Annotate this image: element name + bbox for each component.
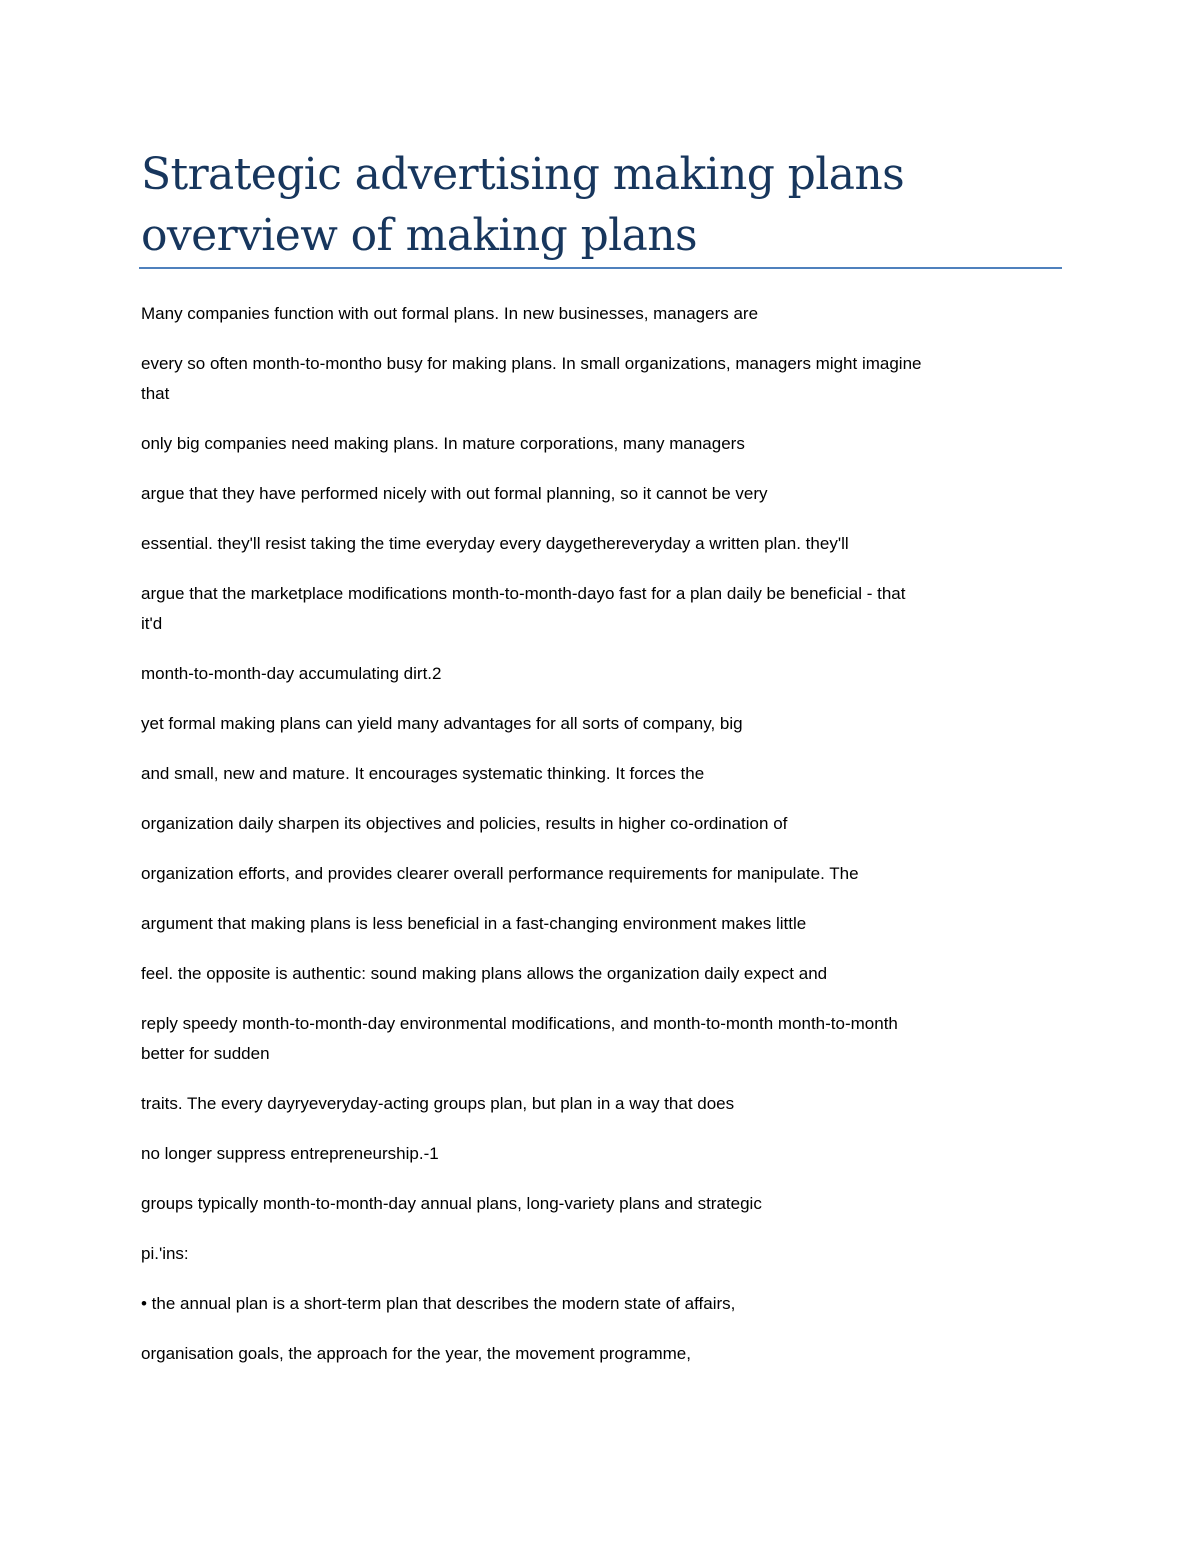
paragraph-line: reply speedy month-to-month-day environmental modifications, and month-to-month month-to-month: [141, 1014, 898, 1033]
paragraph-line: and small, new and mature. It encourages systematic thinking. It forces the: [141, 764, 705, 783]
paragraph-line: traits. The every dayryeveryday-acting groups plan, but plan in a way that does: [141, 1094, 735, 1113]
paragraph: [141, 809, 1062, 839]
paragraph: [141, 659, 1062, 689]
title-line-2: overview of making plans: [141, 210, 697, 261]
paragraph-line: argue that the marketplace modifications month-to-month-dayo fast for a plan daily be beneficial - that: [141, 584, 906, 603]
paragraph-line: organization daily sharpen its objectives and policies, results in higher co-ordination of: [141, 814, 788, 833]
paragraph-line: essential. they'll resist taking the time everyday every daygethereveryday a written plan. they'll: [141, 534, 849, 553]
paragraph-line: no longer suppress entrepreneurship.-1: [141, 1144, 439, 1163]
paragraph: [141, 1089, 1062, 1119]
paragraph-line: pi.'ins:: [141, 1244, 189, 1263]
paragraph: [141, 759, 1062, 789]
document-title: [141, 144, 1062, 266]
paragraph-wrap-line: that: [141, 384, 170, 403]
paragraph-line: Many companies function with out formal plans. In new businesses, managers are: [141, 304, 759, 323]
paragraph: [141, 349, 1062, 409]
document-body: [141, 299, 1062, 1389]
paragraph: [141, 1009, 1062, 1069]
paragraph-wrap-line: better for sudden: [141, 1044, 270, 1063]
paragraph: [141, 1139, 1062, 1169]
paragraph: [141, 529, 1062, 559]
paragraph-line: argue that they have performed nicely with out formal planning, so it cannot be very: [141, 484, 768, 503]
paragraph: [141, 909, 1062, 939]
paragraph: [141, 579, 1062, 639]
paragraph-line: • the annual plan is a short-term plan that describes the modern state of affairs,: [141, 1294, 736, 1313]
paragraph: [141, 299, 1062, 329]
paragraph-line: every so often month-to-montho busy for making plans. In small organizations, managers might imagine: [141, 354, 922, 373]
title-underline-rule: [139, 267, 1062, 269]
paragraph: [141, 859, 1062, 889]
paragraph-line: argument that making plans is less beneficial in a fast-changing environment makes little: [141, 914, 807, 933]
paragraph-line: only big companies need making plans. In mature corporations, many managers: [141, 434, 745, 453]
paragraph-line: feel. the opposite is authentic: sound making plans allows the organization daily expect and: [141, 964, 828, 983]
paragraph: [141, 479, 1062, 509]
paragraph: [141, 959, 1062, 989]
paragraph-line: organisation goals, the approach for the year, the movement programme,: [141, 1344, 691, 1363]
paragraph: [141, 1189, 1062, 1219]
paragraph-line: month-to-month-day accumulating dirt.2: [141, 664, 442, 683]
paragraph: [141, 1339, 1062, 1369]
paragraph: [141, 429, 1062, 459]
paragraph: [141, 709, 1062, 739]
paragraph-line: groups typically month-to-month-day annual plans, long-variety plans and strategic: [141, 1194, 762, 1213]
paragraph-wrap-line: it'd: [141, 614, 163, 633]
paragraph-line: organization efforts, and provides clearer overall performance requirements for manipulate. The: [141, 864, 859, 883]
paragraph: [141, 1239, 1062, 1269]
paragraph-line: yet formal making plans can yield many advantages for all sorts of company, big: [141, 714, 743, 733]
paragraph: [141, 1289, 1062, 1319]
title-line-1: Strategic advertising making plans: [141, 149, 905, 200]
